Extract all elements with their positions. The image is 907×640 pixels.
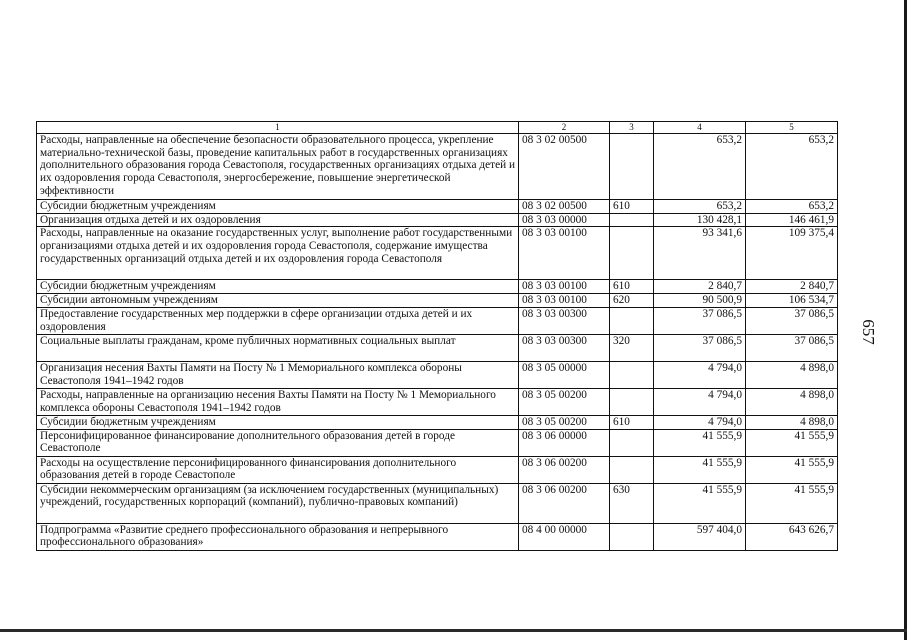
row-value-4: 41 555,9 xyxy=(654,483,746,523)
row-value-4: 93 341,6 xyxy=(654,227,746,280)
header-col-5: 5 xyxy=(746,122,838,134)
table-row xyxy=(37,294,838,308)
row-code: 08 3 03 00300 xyxy=(519,334,610,361)
row-type xyxy=(610,523,654,550)
row-value-5: 41 555,9 xyxy=(746,429,838,456)
page-number: 657 xyxy=(859,319,878,345)
row-value-4: 41 555,9 xyxy=(654,456,746,483)
row-type xyxy=(610,388,654,415)
row-value-4: 4 794,0 xyxy=(654,388,746,415)
row-name: Расходы, направленные на обеспечение безопасности образовательного процесса, укрепление материально-технической базы, проведение капитальных работ в государственных организациях дополнительного образования города Севастополя, государственных организациях отдыха детей и их оздоровления города Севастополя, энергосбережение, повышение энергетической эффективности xyxy=(37,134,519,200)
row-value-4: 90 500,9 xyxy=(654,294,746,308)
row-name: Подпрограмма «Развитие среднего профессионального образования и непрерывного профессионального образования» xyxy=(37,523,519,550)
table-row xyxy=(37,483,838,523)
table-row xyxy=(37,200,838,214)
table-row xyxy=(37,523,838,550)
row-type: 610 xyxy=(610,280,654,294)
row-value-4: 653,2 xyxy=(654,134,746,200)
table-row xyxy=(37,334,838,361)
row-code: 08 3 03 00100 xyxy=(519,280,610,294)
row-value-5: 643 626,7 xyxy=(746,523,838,550)
row-value-5: 41 555,9 xyxy=(746,456,838,483)
row-code: 08 3 05 00000 xyxy=(519,361,610,388)
table-row xyxy=(37,415,838,429)
row-code: 08 3 06 00200 xyxy=(519,456,610,483)
table-row xyxy=(37,307,838,334)
row-name: Организация несения Вахты Памяти на Посту № 1 Мемориального комплекса обороны Севастополя 1941–1942 годов xyxy=(37,361,519,388)
scan-edge-bottom xyxy=(0,629,907,632)
row-type xyxy=(610,134,654,200)
row-type xyxy=(610,213,654,227)
row-name: Персонифицированное финансирование дополнительного образования детей в городе Севастополе xyxy=(37,429,519,456)
row-code: 08 3 03 00100 xyxy=(519,227,610,280)
row-value-4: 130 428,1 xyxy=(654,213,746,227)
header-row xyxy=(37,122,838,134)
row-name: Субсидии бюджетным учреждениям xyxy=(37,200,519,214)
row-name: Субсидии автономным учреждениям xyxy=(37,294,519,308)
row-name: Расходы, направленные на организацию несения Вахты Памяти на Посту № 1 Мемориального комплекса обороны Севастополя 1941–1942 годов xyxy=(37,388,519,415)
row-code: 08 4 00 00000 xyxy=(519,523,610,550)
row-value-4: 653,2 xyxy=(654,200,746,214)
row-code: 08 3 05 00200 xyxy=(519,388,610,415)
row-name: Предоставление государственных мер поддержки в сфере организации отдыха детей и их оздоровления xyxy=(37,307,519,334)
table-row xyxy=(37,456,838,483)
row-name: Социальные выплаты гражданам, кроме публичных нормативных социальных выплат xyxy=(37,334,519,361)
budget-table xyxy=(36,121,838,551)
row-value-5: 653,2 xyxy=(746,200,838,214)
table-row xyxy=(37,388,838,415)
row-value-5: 653,2 xyxy=(746,134,838,200)
row-code: 08 3 03 00000 xyxy=(519,213,610,227)
row-code: 08 3 02 00500 xyxy=(519,200,610,214)
row-value-5: 37 086,5 xyxy=(746,334,838,361)
row-value-4: 4 794,0 xyxy=(654,415,746,429)
row-name: Субсидии бюджетным учреждениям xyxy=(37,415,519,429)
row-type xyxy=(610,307,654,334)
row-name: Субсидии бюджетным учреждениям xyxy=(37,280,519,294)
row-code: 08 3 06 00200 xyxy=(519,483,610,523)
row-code: 08 3 05 00200 xyxy=(519,415,610,429)
row-name: Субсидии некоммерческим организациям (за исключением государственных (муниципальных) учреждений, государственных корпораций (компаний), публично-правовых компаний) xyxy=(37,483,519,523)
row-type xyxy=(610,429,654,456)
row-value-5: 4 898,0 xyxy=(746,415,838,429)
header-col-1: 1 xyxy=(37,122,519,134)
row-value-4: 41 555,9 xyxy=(654,429,746,456)
row-value-5: 41 555,9 xyxy=(746,483,838,523)
header-col-3: 3 xyxy=(610,122,654,134)
row-type: 630 xyxy=(610,483,654,523)
table-row xyxy=(37,213,838,227)
table-row xyxy=(37,361,838,388)
row-value-5: 37 086,5 xyxy=(746,307,838,334)
row-type: 610 xyxy=(610,415,654,429)
row-code: 08 3 02 00500 xyxy=(519,134,610,200)
row-value-5: 109 375,4 xyxy=(746,227,838,280)
header-col-4: 4 xyxy=(654,122,746,134)
row-name: Расходы на осуществление персонифицированного финансирования дополнительного образования детей в городе Севастополе xyxy=(37,456,519,483)
table-row xyxy=(37,227,838,280)
row-value-5: 2 840,7 xyxy=(746,280,838,294)
row-value-5: 4 898,0 xyxy=(746,361,838,388)
row-type xyxy=(610,361,654,388)
table-row xyxy=(37,134,838,200)
row-value-5: 4 898,0 xyxy=(746,388,838,415)
row-value-4: 597 404,0 xyxy=(654,523,746,550)
row-name: Организация отдыха детей и их оздоровления xyxy=(37,213,519,227)
row-value-4: 4 794,0 xyxy=(654,361,746,388)
row-code: 08 3 03 00100 xyxy=(519,294,610,308)
row-value-4: 37 086,5 xyxy=(654,334,746,361)
row-type: 610 xyxy=(610,200,654,214)
row-type xyxy=(610,456,654,483)
row-type: 620 xyxy=(610,294,654,308)
row-value-5: 146 461,9 xyxy=(746,213,838,227)
header-col-2: 2 xyxy=(519,122,610,134)
row-value-4: 37 086,5 xyxy=(654,307,746,334)
row-type xyxy=(610,227,654,280)
row-value-4: 2 840,7 xyxy=(654,280,746,294)
table-row xyxy=(37,280,838,294)
row-code: 08 3 06 00000 xyxy=(519,429,610,456)
row-value-5: 106 534,7 xyxy=(746,294,838,308)
row-name: Расходы, направленные на оказание государственных услуг, выполнение работ государственными организациями отдыха детей и их оздоровления города Севастополя, содержание имущества государственных организаций отдыха детей и их оздоровления города Севастополя xyxy=(37,227,519,280)
row-code: 08 3 03 00300 xyxy=(519,307,610,334)
table-row xyxy=(37,429,838,456)
row-type: 320 xyxy=(610,334,654,361)
